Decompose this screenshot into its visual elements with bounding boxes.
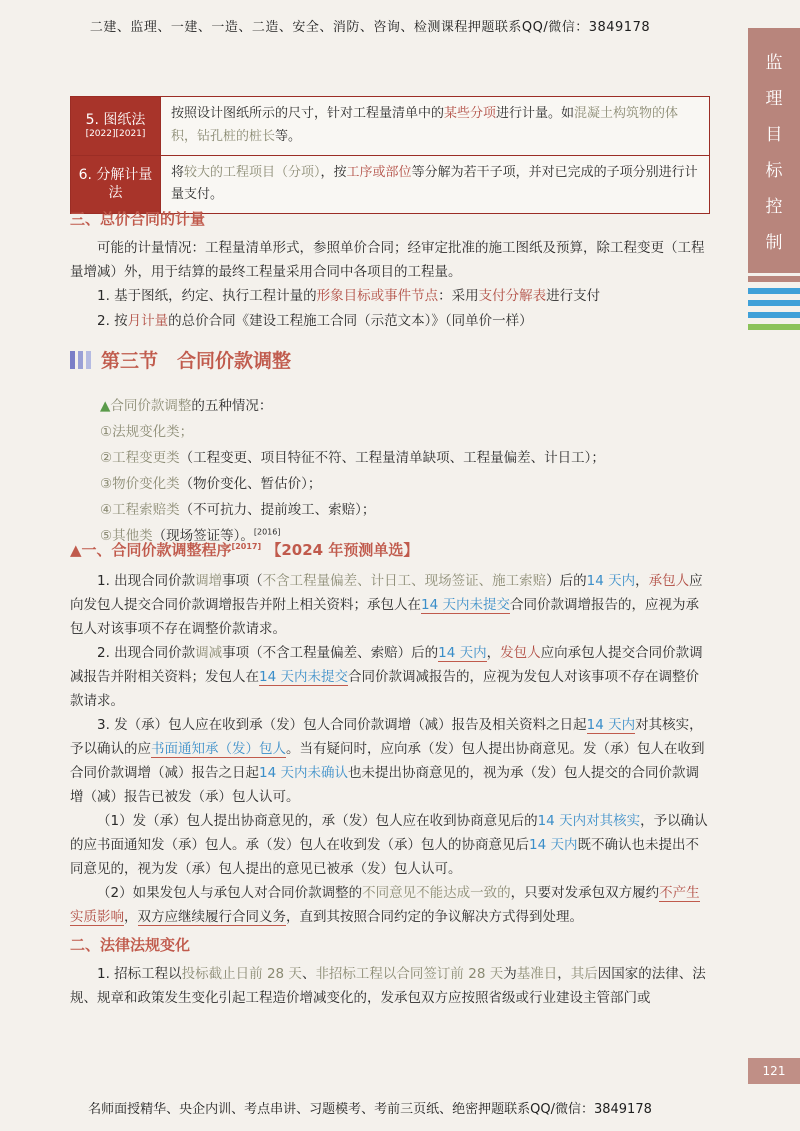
text: ， (486, 645, 501, 661)
text: 1. 基于图纸，约定、执行工程计量的 (97, 288, 317, 304)
side-tab-char: 监 (765, 52, 783, 73)
side-stripes (748, 276, 800, 336)
highlight: 合同价款调整 (110, 398, 192, 414)
text: （工程变更、项目特征不符、工程量清单缺项、工程量偏差、计日工）； (179, 449, 605, 466)
text: ， (124, 909, 138, 926)
list-item (70, 284, 710, 308)
method-desc-cell (161, 97, 710, 156)
triangle-icon: ▲ (100, 398, 111, 414)
highlight: ④工程索赔类 (100, 501, 180, 518)
text: 进行支付 (546, 288, 601, 304)
highlight: 非招标工程以合同签订前 28 天 (315, 966, 504, 982)
paragraph: 可能的计量情况：工程量清单形式，参照单价合同；经审定批准的施工图纸及预算，除工程变更（工程量增减）外，用于结算的最终工程量采用合同中各项目的工程量。 (70, 240, 705, 281)
side-tab-char: 目 (765, 124, 783, 145)
text: （1）发（承）包人提出协商意见的，承（发）包人应在收到协商意见后的 (97, 813, 538, 829)
stripe (748, 300, 800, 306)
section-title-law: 二、法律法规变化 (70, 936, 191, 954)
paragraph (70, 641, 710, 713)
text: 既不确认也未提出不同意见的，视为发（承）包人提出的意见已被承（发）包人认可。 (70, 837, 699, 878)
highlight: 投标截止日前 28 天 (181, 966, 302, 982)
exam-year-tag: [2022][2021] (85, 129, 146, 139)
title-text: ▲一、合同价款调整程序 (70, 541, 232, 559)
desc-text: 进行计量。如 (496, 106, 575, 121)
text: 也未提出协商意见的，视为承（发）包人提交的合同价款调增（减）报告已被发（承）包人认可。 (70, 765, 699, 806)
list-item (100, 498, 700, 524)
chapter-title: 第三节 合同价款调整 (101, 350, 292, 372)
side-tab-char: 理 (765, 88, 783, 109)
highlight: 月计量 (127, 313, 169, 329)
table-row (71, 97, 710, 156)
desc-highlight: 工序或部位 (346, 164, 412, 180)
text: ， (557, 966, 571, 982)
list-item (100, 472, 700, 498)
text: 为 (503, 966, 517, 982)
stripe (748, 276, 800, 282)
section-title-procedure (70, 539, 418, 560)
desc-text: 将 (171, 164, 185, 180)
text: 2. 按 (97, 313, 128, 329)
exam-year-tag: [2017] (231, 542, 262, 551)
text: （现场签证等）。 (152, 527, 254, 544)
highlight: 支付分解表 (478, 288, 547, 304)
stripe (748, 324, 800, 330)
text: ，直到其按照合同约定的争议解决方式得到处理。 (286, 909, 583, 926)
highlight: 14 天内未提交 (259, 669, 348, 686)
paragraph (70, 809, 710, 881)
text: 1. 招标工程以 (97, 966, 182, 982)
text: （不可抗力、提前竣工、索赔）； (179, 501, 376, 518)
text: ）后的 (546, 573, 587, 589)
text: 应向承包人提交合同价款调减报告并附相关资料；发包人在 (70, 645, 703, 686)
list-item: ①法规变化类； (100, 423, 194, 440)
highlight: 承包人 (648, 573, 690, 589)
measurement-method-table (70, 96, 710, 214)
highlight: 发包人 (500, 645, 541, 661)
desc-text: 按照设计图纸所示的尺寸，针对工程量清单中的 (171, 106, 445, 121)
highlight: 不产生实质影响 (70, 885, 700, 926)
chapter-heading (70, 346, 291, 373)
text: 事项（ (222, 573, 263, 589)
chapter-bars-icon (70, 351, 91, 369)
highlight: 14 天内对其核实 (537, 813, 641, 829)
highlight: 不含工程量偏差、计日工、现场签证、施工索赔 (262, 573, 547, 589)
side-tab-char: 标 (765, 161, 783, 182)
text: 3. 发（承）包人应在收到承（发）包人合同价款调增（减）报告及相关资料之日起 (97, 717, 587, 733)
paragraph (70, 881, 710, 929)
five-situations-list (100, 394, 700, 549)
method-name-cell (71, 155, 161, 214)
text: 、 (301, 966, 316, 982)
highlight: 14 天内 (529, 837, 578, 854)
highlight: 形象目标或事件节点 (316, 288, 439, 304)
highlight: 不同意见不能达成一致的 (362, 885, 511, 901)
text: 合同价款调减报告的，应视为发包人对该事项不存在调整价款请求。 (70, 669, 699, 710)
text: （2）如果发包人与承包人对合同价款调整的 (97, 885, 363, 901)
text: ，只要对发承包双方履约 (510, 885, 660, 901)
section-title-lump-sum: 三、总价合同的计量 (70, 210, 206, 228)
text: 的总价合同《建设工程施工合同（示范文本）》（同单价一样） (168, 313, 533, 329)
method-desc-cell (161, 155, 710, 214)
highlight: 14 天内未确认 (259, 765, 348, 782)
text: ：采用 (438, 288, 479, 304)
highlight: 书面通知承（发）包人 (151, 741, 286, 758)
side-tab-char: 控 (765, 197, 783, 218)
paragraph (70, 713, 710, 809)
desc-text: 等分解为若干子项，并对已完成的子项分别进行计量支付。 (171, 164, 698, 203)
text: 2. 出现合同价款 (97, 645, 196, 661)
chapter-side-tab[interactable] (748, 28, 800, 273)
exam-year-tag: [2016] (253, 527, 281, 537)
text: （物价变化、暂估价）； (179, 475, 322, 492)
highlight: ⑤其他类 (100, 527, 153, 544)
text: 对其核实，予以确认的应 (70, 717, 703, 758)
method-name: 6. 分解计量法 (78, 167, 153, 202)
highlight: 14 天内 (438, 645, 487, 661)
list-item (100, 394, 700, 420)
table-row (71, 155, 710, 214)
method-name: 5. 图纸法 (85, 111, 146, 128)
desc-highlight: 混凝土构筑物的体积，钻孔桩的桩长 (171, 106, 679, 144)
stripe (748, 288, 800, 294)
highlight: 其后 (570, 966, 598, 982)
paragraph (70, 962, 710, 1010)
text: 。当有疑问时，应向承（发）包人提出协商意见。发（承）包人在收到合同价款调增（减）报告之日起 (70, 741, 705, 782)
highlight: 双方应继续履行合同义务 (137, 909, 286, 926)
highlight: 基准日 (516, 966, 558, 982)
text: 因国家的法律、法规、规章和政策发生变化引起工程造价增减变化的，发承包双方应按照省级或行业建设主管部门或 (70, 966, 706, 1007)
desc-text: ，按 (320, 164, 347, 180)
text: ， (635, 573, 649, 589)
method-name-cell (71, 97, 161, 156)
list-item (100, 446, 700, 472)
paragraph (70, 569, 710, 641)
forecast-tag: 【2024 年预测单选】 (266, 541, 419, 559)
side-tab-char: 制 (765, 233, 783, 254)
list-item (70, 309, 710, 333)
text: 的五种情况： (191, 398, 273, 414)
highlight: ③物价变化类 (100, 475, 180, 492)
page-number: 121 (748, 1058, 800, 1084)
text: 应向发包人提交合同价款调增报告并附上相关资料；承包人在 (70, 573, 703, 614)
highlight: 14 天内 (586, 573, 636, 589)
text: 合同价款调增报告的，应视为承包人对该事项不存在调整价款请求。 (70, 597, 699, 638)
desc-highlight: 较大的工程项目（分项） (184, 164, 321, 180)
highlight: 14 天内未提交 (421, 597, 510, 614)
highlight: ②工程变更类 (100, 449, 180, 466)
stripe (748, 312, 800, 318)
highlight: 调增 (195, 573, 223, 589)
highlight: 调减 (195, 645, 223, 661)
page-footer: 名师面授精华、央企内训、考点串讲、习题模考、考前三页纸、绝密押题联系QQ/微信：3849178 (88, 1102, 652, 1117)
desc-text: 等。 (275, 128, 302, 144)
text: 事项（不含工程量偏差、索赔）后的 (222, 645, 439, 661)
page-header: 二建、监理、一建、一造、二造、安全、消防、咨询、检测课程押题联系QQ/微信：3849178 (89, 20, 651, 35)
text: 1. 出现合同价款 (97, 573, 196, 589)
highlight: 14 天内 (586, 717, 636, 733)
text: ，予以确认的应书面通知发（承）包人。承（发）包人在收到发（承）包人的协商意见后 (70, 813, 708, 854)
desc-highlight: 某些分项 (444, 106, 497, 121)
